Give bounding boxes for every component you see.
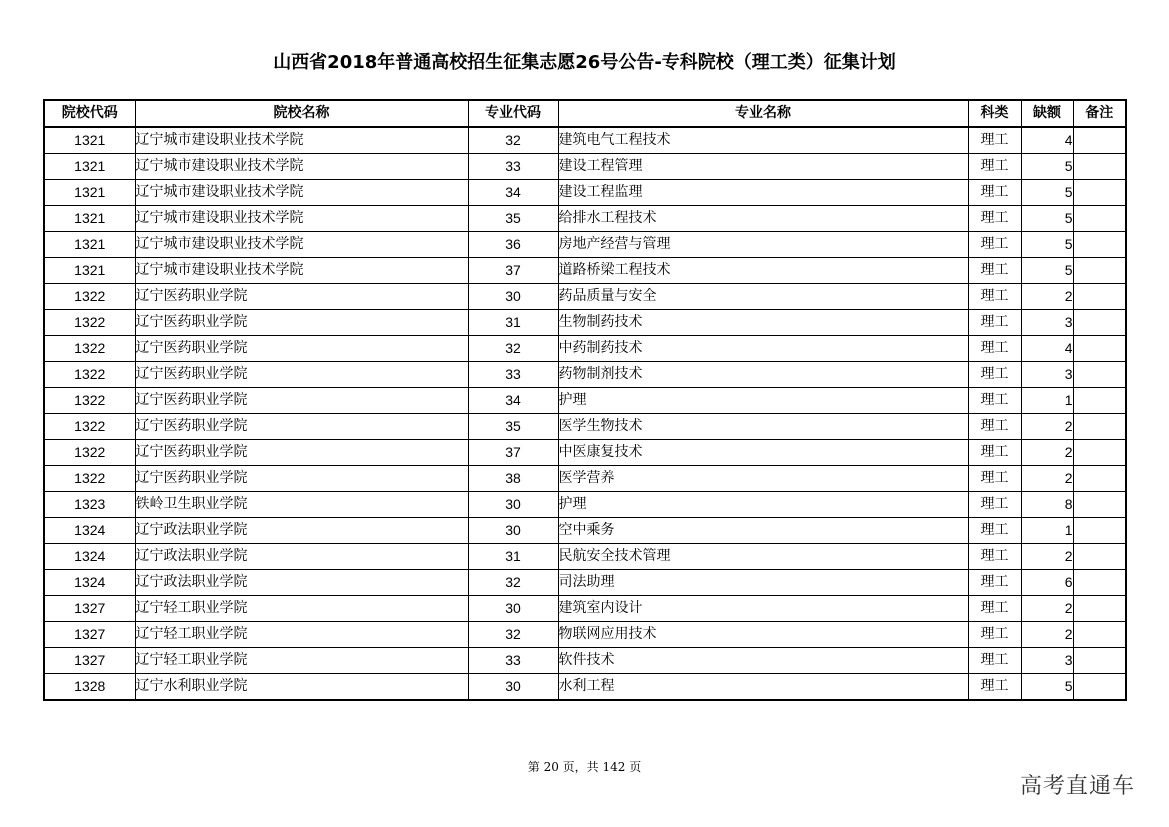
cell-quota: 4 bbox=[1021, 336, 1073, 362]
cell-major-name: 生物制药技术 bbox=[558, 310, 968, 336]
table-row bbox=[44, 648, 1126, 674]
cell-quota: 2 bbox=[1021, 414, 1073, 440]
cell-category: 理工 bbox=[968, 180, 1021, 206]
table-row bbox=[44, 154, 1126, 180]
cell-major-code: 33 bbox=[468, 648, 558, 674]
cell-note bbox=[1073, 492, 1126, 518]
cell-major-code: 33 bbox=[468, 362, 558, 388]
cell-quota: 2 bbox=[1021, 622, 1073, 648]
cell-category: 理工 bbox=[968, 466, 1021, 492]
cell-school-name: 辽宁城市建设职业技术学院 bbox=[135, 180, 468, 206]
header-category: 科类 bbox=[968, 100, 1021, 127]
table-row bbox=[44, 206, 1126, 232]
cell-category: 理工 bbox=[968, 440, 1021, 466]
cell-category: 理工 bbox=[968, 492, 1021, 518]
cell-category: 理工 bbox=[968, 544, 1021, 570]
cell-category: 理工 bbox=[968, 518, 1021, 544]
cell-major-code: 37 bbox=[468, 258, 558, 284]
cell-quota: 2 bbox=[1021, 466, 1073, 492]
cell-school-name: 辽宁轻工职业学院 bbox=[135, 596, 468, 622]
cell-note bbox=[1073, 206, 1126, 232]
header-note: 备注 bbox=[1073, 100, 1126, 127]
cell-school-name: 辽宁城市建设职业技术学院 bbox=[135, 232, 468, 258]
cell-note bbox=[1073, 596, 1126, 622]
cell-quota: 4 bbox=[1021, 127, 1073, 154]
cell-major-code: 30 bbox=[468, 674, 558, 701]
cell-quota: 2 bbox=[1021, 284, 1073, 310]
table-header-row bbox=[44, 100, 1126, 127]
cell-note bbox=[1073, 284, 1126, 310]
table-row bbox=[44, 414, 1126, 440]
table-row bbox=[44, 362, 1126, 388]
cell-quota: 1 bbox=[1021, 518, 1073, 544]
cell-school-name: 辽宁城市建设职业技术学院 bbox=[135, 127, 468, 154]
cell-major-name: 药品质量与安全 bbox=[558, 284, 968, 310]
cell-quota: 2 bbox=[1021, 440, 1073, 466]
cell-school-code: 1321 bbox=[44, 258, 135, 284]
cell-major-code: 30 bbox=[468, 284, 558, 310]
cell-note bbox=[1073, 466, 1126, 492]
cell-school-name: 辽宁城市建设职业技术学院 bbox=[135, 154, 468, 180]
cell-category: 理工 bbox=[968, 648, 1021, 674]
cell-school-code: 1322 bbox=[44, 362, 135, 388]
cell-category: 理工 bbox=[968, 674, 1021, 701]
cell-major-name: 水利工程 bbox=[558, 674, 968, 701]
cell-school-name: 辽宁医药职业学院 bbox=[135, 284, 468, 310]
cell-major-code: 34 bbox=[468, 388, 558, 414]
header-school-name: 院校名称 bbox=[135, 100, 468, 127]
cell-note bbox=[1073, 440, 1126, 466]
cell-school-code: 1322 bbox=[44, 466, 135, 492]
cell-school-code: 1324 bbox=[44, 570, 135, 596]
cell-major-name: 建设工程监理 bbox=[558, 180, 968, 206]
cell-category: 理工 bbox=[968, 258, 1021, 284]
cell-note bbox=[1073, 258, 1126, 284]
cell-quota: 5 bbox=[1021, 674, 1073, 701]
cell-school-code: 1324 bbox=[44, 544, 135, 570]
cell-quota: 3 bbox=[1021, 310, 1073, 336]
cell-school-code: 1328 bbox=[44, 674, 135, 701]
cell-school-code: 1327 bbox=[44, 596, 135, 622]
cell-major-name: 中药制药技术 bbox=[558, 336, 968, 362]
cell-quota: 8 bbox=[1021, 492, 1073, 518]
table-row bbox=[44, 310, 1126, 336]
table-row bbox=[44, 284, 1126, 310]
cell-school-name: 辽宁水利职业学院 bbox=[135, 674, 468, 701]
cell-major-name: 民航安全技术管理 bbox=[558, 544, 968, 570]
table-row bbox=[44, 258, 1126, 284]
cell-school-name: 辽宁政法职业学院 bbox=[135, 544, 468, 570]
table-row bbox=[44, 622, 1126, 648]
cell-major-code: 32 bbox=[468, 570, 558, 596]
cell-school-name: 辽宁医药职业学院 bbox=[135, 440, 468, 466]
cell-major-name: 护理 bbox=[558, 388, 968, 414]
watermark-logo-text: 高考直通车 bbox=[1020, 774, 1136, 799]
cell-school-code: 1327 bbox=[44, 648, 135, 674]
page-number: 第 20 页，共 142 页 bbox=[527, 760, 642, 774]
table-row bbox=[44, 544, 1126, 570]
cell-major-name: 给排水工程技术 bbox=[558, 206, 968, 232]
cell-note bbox=[1073, 336, 1126, 362]
cell-category: 理工 bbox=[968, 388, 1021, 414]
cell-major-name: 医学生物技术 bbox=[558, 414, 968, 440]
cell-school-name: 辽宁医药职业学院 bbox=[135, 414, 468, 440]
cell-major-name: 医学营养 bbox=[558, 466, 968, 492]
cell-major-code: 32 bbox=[468, 622, 558, 648]
cell-school-name: 辽宁轻工职业学院 bbox=[135, 648, 468, 674]
cell-category: 理工 bbox=[968, 596, 1021, 622]
cell-school-name: 辽宁城市建设职业技术学院 bbox=[135, 258, 468, 284]
cell-quota: 6 bbox=[1021, 570, 1073, 596]
cell-major-code: 38 bbox=[468, 466, 558, 492]
cell-note bbox=[1073, 310, 1126, 336]
cell-category: 理工 bbox=[968, 622, 1021, 648]
cell-school-code: 1324 bbox=[44, 518, 135, 544]
table-row bbox=[44, 336, 1126, 362]
cell-note bbox=[1073, 570, 1126, 596]
cell-major-name: 中医康复技术 bbox=[558, 440, 968, 466]
cell-major-code: 32 bbox=[468, 336, 558, 362]
cell-school-name: 辽宁医药职业学院 bbox=[135, 336, 468, 362]
cell-quota: 2 bbox=[1021, 544, 1073, 570]
table-row bbox=[44, 232, 1126, 258]
cell-note bbox=[1073, 388, 1126, 414]
cell-school-code: 1327 bbox=[44, 622, 135, 648]
cell-school-name: 辽宁轻工职业学院 bbox=[135, 622, 468, 648]
cell-major-name: 建筑电气工程技术 bbox=[558, 127, 968, 154]
cell-major-code: 30 bbox=[468, 596, 558, 622]
cell-major-code: 36 bbox=[468, 232, 558, 258]
cell-major-name: 建筑室内设计 bbox=[558, 596, 968, 622]
cell-school-code: 1321 bbox=[44, 180, 135, 206]
table-row bbox=[44, 388, 1126, 414]
cell-major-name: 软件技术 bbox=[558, 648, 968, 674]
cell-major-name: 空中乘务 bbox=[558, 518, 968, 544]
cell-major-code: 31 bbox=[468, 310, 558, 336]
header-major-name: 专业名称 bbox=[558, 100, 968, 127]
cell-school-name: 辽宁医药职业学院 bbox=[135, 466, 468, 492]
cell-category: 理工 bbox=[968, 336, 1021, 362]
cell-school-code: 1322 bbox=[44, 440, 135, 466]
table-row bbox=[44, 492, 1126, 518]
cell-major-code: 30 bbox=[468, 492, 558, 518]
cell-major-code: 32 bbox=[468, 127, 558, 154]
cell-quota: 5 bbox=[1021, 206, 1073, 232]
cell-school-code: 1322 bbox=[44, 336, 135, 362]
table-row bbox=[44, 596, 1126, 622]
cell-major-code: 34 bbox=[468, 180, 558, 206]
cell-note bbox=[1073, 180, 1126, 206]
table-row bbox=[44, 127, 1126, 154]
table-row bbox=[44, 674, 1126, 701]
cell-note bbox=[1073, 414, 1126, 440]
cell-category: 理工 bbox=[968, 232, 1021, 258]
cell-quota: 3 bbox=[1021, 648, 1073, 674]
cell-note bbox=[1073, 648, 1126, 674]
cell-quota: 3 bbox=[1021, 362, 1073, 388]
cell-category: 理工 bbox=[968, 284, 1021, 310]
cell-school-name: 辽宁政法职业学院 bbox=[135, 570, 468, 596]
header-major-code: 专业代码 bbox=[468, 100, 558, 127]
cell-major-name: 司法助理 bbox=[558, 570, 968, 596]
cell-major-name: 道路桥梁工程技术 bbox=[558, 258, 968, 284]
table-row bbox=[44, 466, 1126, 492]
cell-school-name: 辽宁医药职业学院 bbox=[135, 362, 468, 388]
cell-category: 理工 bbox=[968, 414, 1021, 440]
cell-quota: 5 bbox=[1021, 180, 1073, 206]
cell-quota: 5 bbox=[1021, 154, 1073, 180]
header-quota: 缺额 bbox=[1021, 100, 1073, 127]
cell-note bbox=[1073, 544, 1126, 570]
cell-note bbox=[1073, 622, 1126, 648]
document-title: 山西省2018年普通高校招生征集志愿26号公告-专科院校（理工类）征集计划 bbox=[273, 52, 896, 73]
cell-category: 理工 bbox=[968, 310, 1021, 336]
cell-major-name: 物联网应用技术 bbox=[558, 622, 968, 648]
cell-note bbox=[1073, 127, 1126, 154]
cell-school-code: 1321 bbox=[44, 154, 135, 180]
cell-school-name: 辽宁政法职业学院 bbox=[135, 518, 468, 544]
cell-school-code: 1323 bbox=[44, 492, 135, 518]
cell-major-name: 药物制剂技术 bbox=[558, 362, 968, 388]
cell-quota: 5 bbox=[1021, 258, 1073, 284]
cell-major-code: 31 bbox=[468, 544, 558, 570]
table-row bbox=[44, 180, 1126, 206]
cell-major-name: 房地产经营与管理 bbox=[558, 232, 968, 258]
cell-school-name: 辽宁医药职业学院 bbox=[135, 310, 468, 336]
cell-major-code: 35 bbox=[468, 206, 558, 232]
cell-category: 理工 bbox=[968, 154, 1021, 180]
cell-note bbox=[1073, 154, 1126, 180]
table-row bbox=[44, 518, 1126, 544]
cell-quota: 1 bbox=[1021, 388, 1073, 414]
cell-school-code: 1322 bbox=[44, 414, 135, 440]
cell-school-name: 辽宁医药职业学院 bbox=[135, 388, 468, 414]
cell-major-code: 37 bbox=[468, 440, 558, 466]
cell-school-code: 1321 bbox=[44, 127, 135, 154]
enrollment-plan-table bbox=[43, 99, 1127, 701]
cell-note bbox=[1073, 362, 1126, 388]
cell-school-code: 1322 bbox=[44, 284, 135, 310]
cell-quota: 5 bbox=[1021, 232, 1073, 258]
cell-category: 理工 bbox=[968, 206, 1021, 232]
cell-school-code: 1321 bbox=[44, 232, 135, 258]
table-row bbox=[44, 570, 1126, 596]
table-row bbox=[44, 440, 1126, 466]
cell-school-name: 铁岭卫生职业学院 bbox=[135, 492, 468, 518]
cell-major-code: 30 bbox=[468, 518, 558, 544]
cell-major-name: 护理 bbox=[558, 492, 968, 518]
cell-category: 理工 bbox=[968, 362, 1021, 388]
cell-note bbox=[1073, 674, 1126, 701]
header-school-code: 院校代码 bbox=[44, 100, 135, 127]
table-body bbox=[44, 127, 1126, 700]
cell-school-code: 1321 bbox=[44, 206, 135, 232]
cell-quota: 2 bbox=[1021, 596, 1073, 622]
cell-note bbox=[1073, 232, 1126, 258]
cell-major-name: 建设工程管理 bbox=[558, 154, 968, 180]
cell-school-code: 1322 bbox=[44, 310, 135, 336]
cell-note bbox=[1073, 518, 1126, 544]
cell-major-code: 33 bbox=[468, 154, 558, 180]
cell-category: 理工 bbox=[968, 127, 1021, 154]
cell-category: 理工 bbox=[968, 570, 1021, 596]
cell-school-name: 辽宁城市建设职业技术学院 bbox=[135, 206, 468, 232]
cell-major-code: 35 bbox=[468, 414, 558, 440]
cell-school-code: 1322 bbox=[44, 388, 135, 414]
